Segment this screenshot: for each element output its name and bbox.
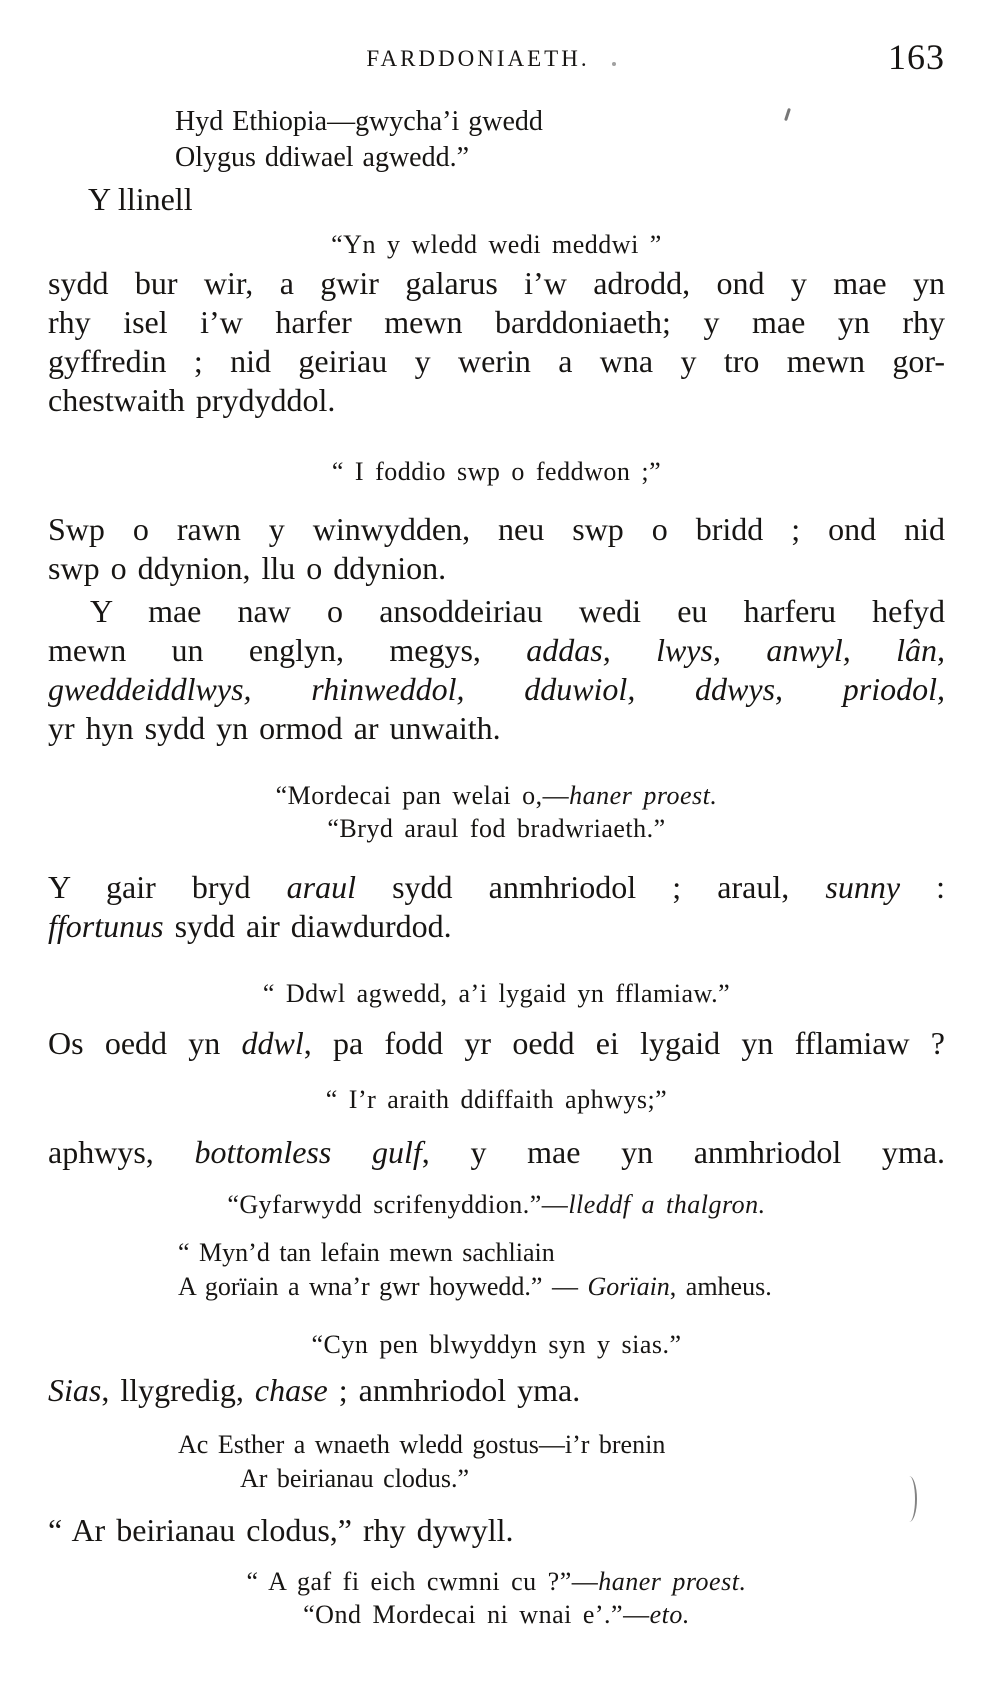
verse-quote-mynd — [178, 1236, 772, 1304]
verse-line: “Bryd araul fod bradwriaeth.” — [327, 814, 666, 843]
text-run: aphwys, — [48, 1134, 195, 1170]
verse-line — [48, 1565, 945, 1598]
italic-run: Sias — [48, 1372, 102, 1408]
text-run: “ A gaf fi eich cwmni cu ?”— — [246, 1567, 599, 1596]
text-run: “Gyfarwydd scrifenyddion.”— — [227, 1190, 569, 1219]
text-run: sydd anmhriodol ; araul, — [356, 869, 826, 905]
text-line: sydd bur wir, a gwir galarus i’w adrodd, ond y mae yn — [48, 265, 945, 301]
text-line — [48, 868, 945, 907]
paragraph-sydd — [48, 264, 945, 420]
italic-run: haner proest. — [598, 1567, 747, 1596]
verse-quote-esther — [178, 1428, 665, 1496]
italic-run: araul — [286, 869, 356, 905]
paragraph-aphwys — [48, 1133, 945, 1172]
quote-foddio: “ I foddio swp o feddwon ;” — [331, 457, 662, 486]
verse-line: Olygus ddiwael agwedd.” — [175, 142, 470, 173]
paragraph-araul — [48, 868, 945, 946]
italic-run: Gorïain — [587, 1272, 670, 1301]
text-run: A gorïain a wna’r gwr hoywedd.” — — [178, 1272, 588, 1301]
text-line — [48, 1371, 945, 1410]
text-line: chestwaith prydyddol. — [48, 382, 336, 418]
text-run: sydd air diawdurdod. — [163, 908, 452, 944]
quote-araith: “ I’r araith ddiffaith aphwys;” — [325, 1085, 668, 1114]
text-run: , y mae yn anmhriodol yma. — [421, 1134, 946, 1170]
verse-line — [48, 1598, 945, 1631]
paragraph-swp — [48, 510, 945, 588]
italic-run: sunny — [825, 869, 901, 905]
text-run: “Mordecai pan welai o,— — [275, 781, 570, 810]
lead-in-label: Y llinell — [88, 181, 193, 217]
paragraph-naw — [48, 592, 945, 748]
verse-line — [48, 779, 945, 812]
text-run: mewn un englyn, megys, — [48, 632, 527, 668]
quote-gyfarwydd — [48, 1188, 945, 1221]
text-line — [48, 631, 945, 670]
scan-artifact-mark — [784, 108, 791, 121]
page-number: 163 — [888, 37, 945, 77]
verse-line — [178, 1270, 772, 1304]
paragraph-sias — [48, 1371, 945, 1410]
text-line: swp o ddynion, llu o ddynion. — [48, 550, 447, 586]
verse-line: “ Myn’d tan lefain mewn sachliain — [178, 1238, 555, 1267]
text-line — [48, 907, 945, 946]
verse-line: Ac Esther a wnaeth wledd gostus—i’r brenin — [178, 1430, 666, 1459]
italic-run: haner proest. — [569, 781, 718, 810]
italic-run: ffortunus — [48, 908, 164, 944]
quote-cyn: “Cyn pen blwyddyn syn y sias.” — [311, 1330, 682, 1359]
text-line: Y mae naw o ansoddeiriau wedi eu harferu hefyd — [90, 593, 945, 629]
text-run: , pa fodd yr oedd ei lygaid yn fflamiaw ? — [303, 1025, 946, 1061]
italic-run: ddwl — [241, 1025, 304, 1061]
quote-mordecai — [48, 779, 945, 845]
scan-artifact-dot — [612, 62, 616, 66]
quote-ddwl: “ Ddwl agwedd, a’i lygaid yn fflamiaw.” — [262, 979, 731, 1008]
text-run: : — [900, 869, 946, 905]
italic-run: chase — [254, 1372, 328, 1408]
running-title: FARDDONIAETH. — [366, 46, 590, 71]
text-run: ; anmhriodol yma. — [327, 1372, 581, 1408]
text-line — [48, 1133, 945, 1172]
italic-run: bottomless gulf — [194, 1134, 422, 1170]
verse-quote-ethiopia — [175, 104, 543, 176]
quote-wledd: “Yn y wledd wedi meddwi ” — [331, 230, 662, 259]
text-run: “Ond Mordecai ni wnai e’.”— — [303, 1600, 650, 1629]
italic-run: addas, lwys, anwyl, lân, — [526, 632, 946, 668]
text-line: gweddeiddlwys, rhinweddol, dduwiol, ddwys, priodol, — [48, 671, 945, 707]
italic-run: eto. — [649, 1600, 690, 1629]
verse-line: Hyd Ethiopia—gwycha’i gwedd — [175, 106, 543, 137]
text-run: Y gair bryd — [48, 869, 287, 905]
paragraph-ddwl — [48, 1024, 945, 1063]
paragraph-beirianau: “ Ar beirianau clodus,” rhy dywyll. — [48, 1512, 514, 1548]
text-run: , llygredig, — [101, 1372, 255, 1408]
text-run: Os oedd yn — [48, 1025, 242, 1061]
text-run: , amheus. — [669, 1272, 772, 1301]
text-line: Swp o rawn y winwydden, neu swp o bridd ; ond nid — [48, 511, 945, 547]
verse-line: Ar beirianau clodus.” — [240, 1464, 470, 1493]
italic-run: lleddf a thalgron. — [568, 1190, 766, 1219]
text-line: gyffredin ; nid geiriau y werin a wna y tro mewn gor- — [48, 343, 945, 379]
text-line — [48, 1024, 945, 1063]
quote-cwmni — [48, 1565, 945, 1631]
text-line: rhy isel i’w harfer mewn barddoniaeth; y mae yn rhy — [48, 304, 945, 340]
text-line: yr hyn sydd yn ormod ar unwaith. — [48, 710, 501, 746]
